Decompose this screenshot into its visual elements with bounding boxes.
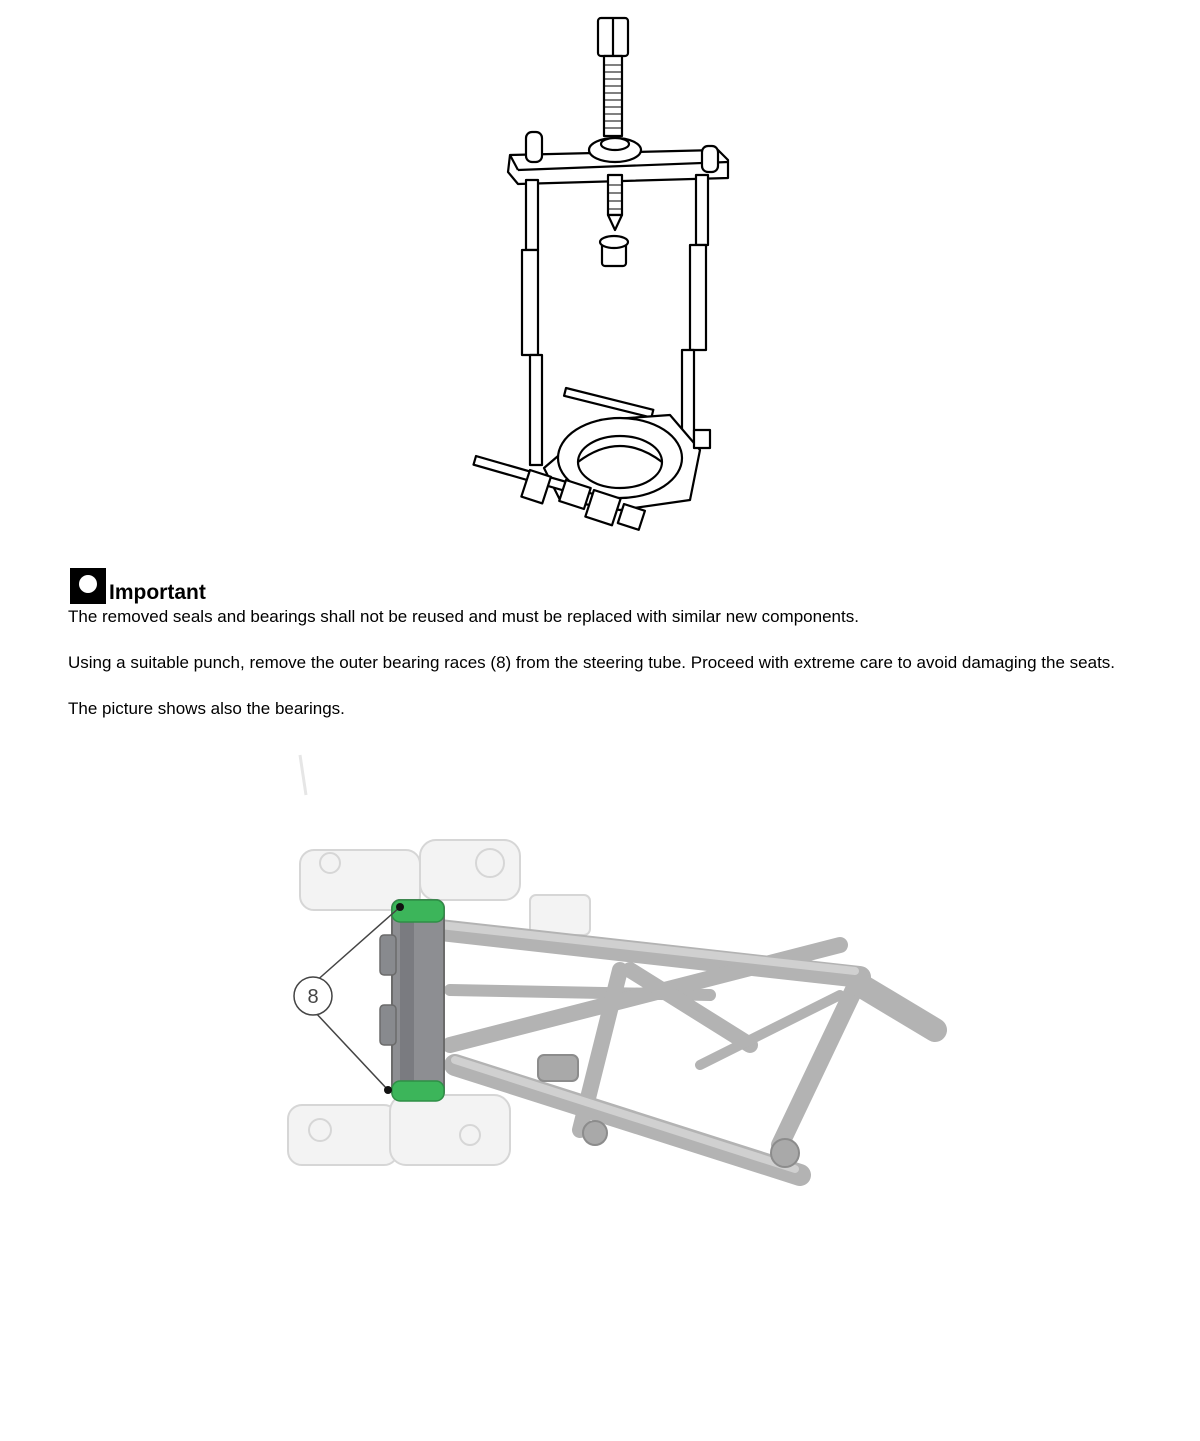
procedure-step-text: Using a suitable punch, remove the outer bearing races (8) from the steering tube. Proceed with extreme care to avoid damaging the seats. xyxy=(68,653,1116,672)
lower-bearing-race xyxy=(392,1081,444,1101)
content-section xyxy=(68,566,1148,719)
important-notice-title: Important xyxy=(109,581,206,604)
callout-number: 8 xyxy=(307,986,319,1008)
important-notice-header xyxy=(68,566,1148,604)
important-notice-icon xyxy=(70,568,106,604)
callout-8 xyxy=(294,903,404,1094)
important-notice-text: The removed seals and bearings shall not be reused and must be replaced with similar new components. xyxy=(68,607,859,626)
frame-steering-tube-illustration xyxy=(280,745,960,1205)
bearing-puller-illustration xyxy=(470,10,730,540)
picture-note-text: The picture shows also the bearings. xyxy=(68,699,345,718)
